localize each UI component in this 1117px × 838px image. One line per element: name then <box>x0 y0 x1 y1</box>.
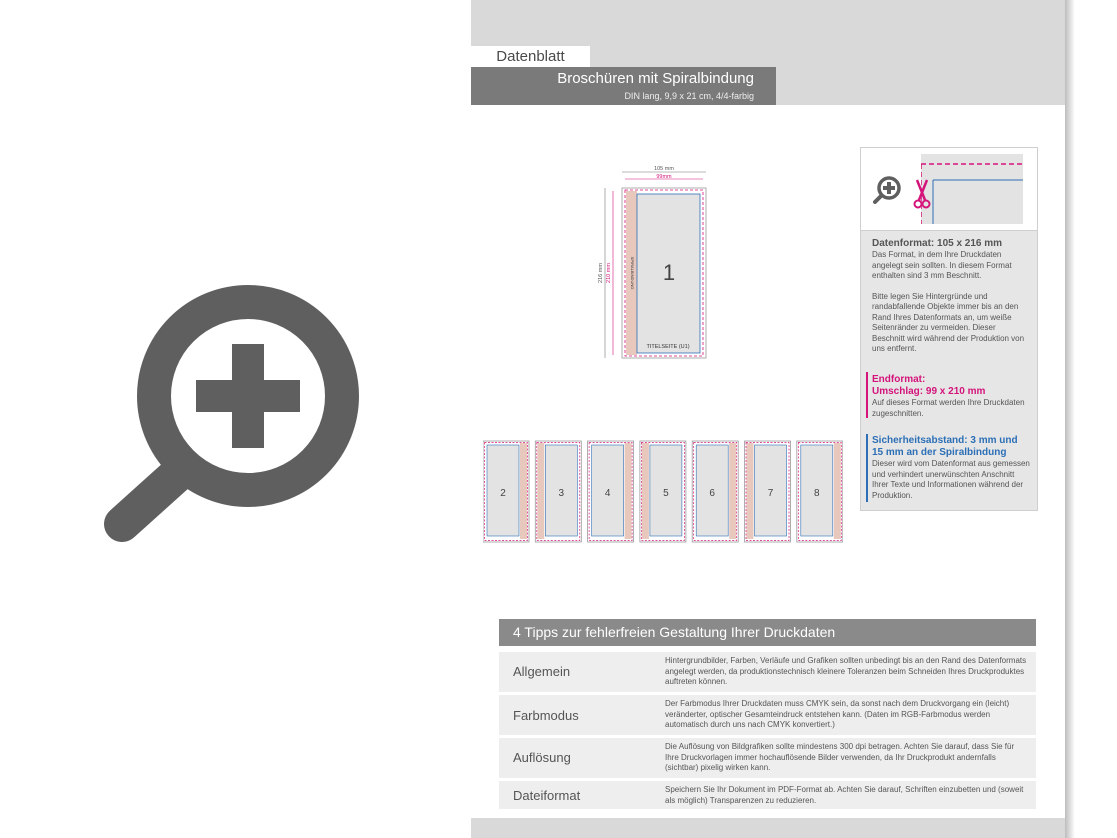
datenformat-text-2: Bitte legen Sie Hintergründe und randabfallende Objekte immer bis an den Rand Ihres Datenformats an, um weiße Seitenränder zu vermeiden. Dieser Beschnitt wird während der Produktion von uns entfernt. <box>872 291 1025 353</box>
zoom-in-icon[interactable] <box>100 258 360 548</box>
scissors-icon <box>913 178 931 210</box>
title-bar <box>471 67 776 105</box>
cover-label: TITELSEITE (U1) <box>646 344 690 350</box>
thumbnail-page-5 <box>640 441 686 542</box>
tip-text: Hintergrundbilder, Farben, Verläufe und Grafiken sollten unbedingt bis an den Rand des Datenformats angelegt werden, da produktionstechnisch kleinere Toleranzen beim Schneiden Ihres Druckproduktes auftreten können. <box>665 656 1027 686</box>
endformat-text: Auf dieses Format werden Ihre Druckdaten zugeschnitten. <box>872 398 1025 418</box>
dim-width-outer: 105 mm <box>654 166 674 172</box>
tip-row-allgemein <box>499 652 1036 692</box>
thumbnail-page-4 <box>588 441 634 542</box>
zoom-in-icon[interactable] <box>873 174 903 206</box>
tip-row-aufloesung <box>499 738 1036 778</box>
endformat-title-2: Umschlag: 99 x 210 mm <box>872 386 986 397</box>
thumbnail-page-6 <box>692 441 738 542</box>
format-drawing <box>591 160 721 365</box>
dim-width-inner: 99mm <box>656 174 672 180</box>
page-thumbnails <box>483 440 843 545</box>
page-number-1: 1 <box>662 260 676 285</box>
spine-label: SPIRALBINDUNG <box>630 256 635 290</box>
datenformat-title: Datenformat: 105 x 216 mm <box>872 238 1003 249</box>
tip-row-farbmodus <box>499 695 1036 735</box>
thumbnail-number: 2 <box>500 488 506 499</box>
thumbnail-page-2 <box>483 441 529 542</box>
datasheet-tag: Datenblatt <box>471 46 590 67</box>
sicherheit-block <box>872 435 1030 501</box>
endformat-title-1: Endformat: <box>872 374 926 385</box>
thumbnail-number: 5 <box>663 488 669 499</box>
tip-label: Farbmodus <box>513 708 579 723</box>
page-shadow <box>1065 0 1075 838</box>
tip-label: Dateiformat <box>513 788 581 803</box>
thumbnail-page-3 <box>535 441 581 542</box>
tip-label: Auflösung <box>513 750 571 765</box>
sicherheit-title: Sicherheitsabstand: 3 mm und 15 mm an der Spiralbindung <box>872 435 1018 458</box>
endformat-block <box>872 374 1030 419</box>
thumbnail-number: 8 <box>814 488 820 499</box>
dim-height-inner: 210 mm <box>606 263 612 283</box>
info-preview <box>861 148 1037 231</box>
info-panel <box>860 147 1038 511</box>
footer-band <box>471 818 1065 838</box>
tip-text: Die Auflösung von Bildgrafiken sollte mindestens 300 dpi betragen. Achten Sie darauf, dass Sie für Ihre Druckvorlagen immer hochauflösende Bilder verwenden, da Ihr Druckprodukt andernfalls (sichtbar) pixelig wirken kann. <box>665 742 1015 772</box>
thumbnail-page-8 <box>797 441 843 542</box>
thumbnail-number: 3 <box>558 488 565 499</box>
tip-text: Speichern Sie Ihr Dokument im PDF-Format ab. Achten Sie darauf, Schriften einzubetten und (soweit als möglich) Transparenzen zu reduzieren. <box>665 785 1024 805</box>
datasheet-page <box>471 0 1065 838</box>
endformat-marker <box>866 372 868 418</box>
thumbnail-page-7 <box>745 441 791 542</box>
thumbnail-number: 6 <box>709 488 715 499</box>
sicherheit-marker <box>866 434 868 502</box>
datenformat-block <box>872 238 1030 355</box>
thumbnail-number: 7 <box>767 488 774 499</box>
tip-row-dateiformat <box>499 781 1036 809</box>
dim-height-outer: 216 mm <box>598 263 604 283</box>
page-subtitle: DIN lang, 9,9 x 21 cm, 4/4-farbig <box>624 91 754 101</box>
page-title: Broschüren mit Spiralbindung <box>557 70 754 87</box>
tip-label: Allgemein <box>513 664 571 679</box>
tips-header: 4 Tipps zur fehlerfreien Gestaltung Ihrer Druckdaten <box>499 619 1036 646</box>
thumbnail-number: 4 <box>604 488 611 499</box>
sicherheit-text: Dieser wird vom Datenformat aus gemessen und verhindert unerwünschten Anschnitt Ihrer Texte und Informationen während der Produktion. <box>872 459 1030 500</box>
datenformat-text-1: Das Format, in dem Ihre Druckdaten angelegt sein sollten. In diesem Format enthalten sind 3 mm Beschnitt. <box>872 250 1012 280</box>
tip-text: Der Farbmodus Ihrer Druckdaten muss CMYK sein, da sonst nach dem Druckvorgang ein (leicht) veränderter, optischer Gesamteindruck entstehen kann. (Daten im RGB-Farbmodus werden automatisch durch uns nach CMYK konvertiert.) <box>665 699 1010 729</box>
